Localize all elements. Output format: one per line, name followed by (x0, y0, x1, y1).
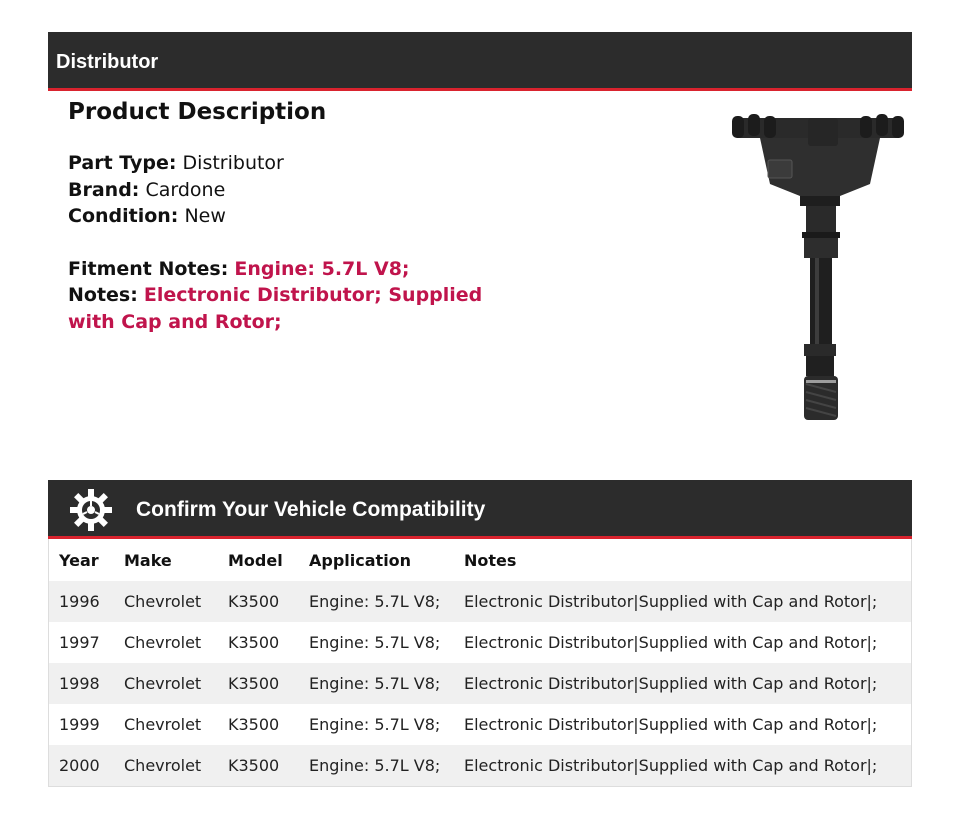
header-model: Model (228, 550, 283, 570)
condition-label: Condition: (68, 205, 179, 227)
cell-notes: Electronic Distributor|Supplied with Cap and Rotor|; (464, 633, 878, 652)
cell-application: Engine: 5.7L V8; (309, 756, 441, 775)
cell-make: Chevrolet (124, 756, 202, 775)
compatibility-table (48, 539, 912, 787)
distributor-product-image (720, 104, 920, 434)
cell-model: K3500 (228, 674, 280, 693)
cell-notes: Electronic Distributor|Supplied with Cap and Rotor|; (464, 592, 878, 611)
brand-value: Cardone (145, 178, 226, 201)
part-type-value: Distributor (182, 152, 284, 174)
table-row (49, 663, 912, 704)
cell-application: Engine: 5.7L V8; (309, 715, 441, 734)
cell-year: 1998 (59, 674, 100, 693)
cell-model: K3500 (228, 592, 280, 611)
part-type-row (68, 150, 508, 177)
cell-application: Engine: 5.7L V8; (309, 674, 441, 693)
fitment-label: Fitment Notes: (68, 257, 229, 280)
compatibility-header-bar (48, 480, 912, 539)
product-notes (68, 256, 508, 336)
cell-year: 2000 (59, 756, 100, 775)
cell-model: K3500 (228, 715, 280, 734)
cell-make: Chevrolet (124, 633, 202, 652)
compatibility-title: Confirm Your Vehicle Compatibility (136, 498, 486, 521)
header-application: Application (309, 550, 412, 570)
cell-year: 1996 (59, 592, 100, 611)
part-type-label: Part Type: (68, 152, 177, 174)
condition-value: New (184, 205, 226, 227)
category-header-bar (48, 32, 912, 91)
notes-label: Notes: (68, 284, 138, 306)
header-make: Make (124, 550, 172, 570)
brand-row (68, 177, 508, 204)
cell-year: 1997 (59, 633, 100, 652)
cell-notes: Electronic Distributor|Supplied with Cap and Rotor|; (464, 715, 878, 734)
product-description (68, 96, 508, 335)
fitment-value: Engine: 5.7L V8; (234, 257, 410, 280)
brand-label: Brand: (68, 178, 140, 201)
header-year: Year (59, 550, 99, 570)
cell-model: K3500 (228, 633, 280, 652)
table-row (49, 622, 912, 663)
notes-value: Electronic Distributor; Supplied with Cap and Rotor; (68, 284, 483, 333)
cell-notes: Electronic Distributor|Supplied with Cap and Rotor|; (464, 674, 878, 693)
fitment-row (68, 256, 508, 283)
table-header-row (49, 539, 912, 581)
table-row (49, 704, 912, 745)
notes-row (68, 282, 508, 335)
cell-model: K3500 (228, 756, 280, 775)
table-row (49, 581, 912, 622)
cell-year: 1999 (59, 715, 100, 734)
cell-application: Engine: 5.7L V8; (309, 592, 441, 611)
table-row (49, 745, 912, 787)
cell-make: Chevrolet (124, 592, 202, 611)
condition-row (68, 203, 508, 230)
product-specs (68, 150, 508, 230)
gear-car-icon (69, 488, 113, 532)
cell-notes: Electronic Distributor|Supplied with Cap and Rotor|; (464, 756, 878, 775)
cell-make: Chevrolet (124, 674, 202, 693)
description-heading: Product Description (68, 99, 327, 125)
cell-make: Chevrolet (124, 715, 202, 734)
category-title: Distributor (56, 51, 159, 73)
cell-application: Engine: 5.7L V8; (309, 633, 441, 652)
header-notes: Notes (464, 550, 517, 570)
